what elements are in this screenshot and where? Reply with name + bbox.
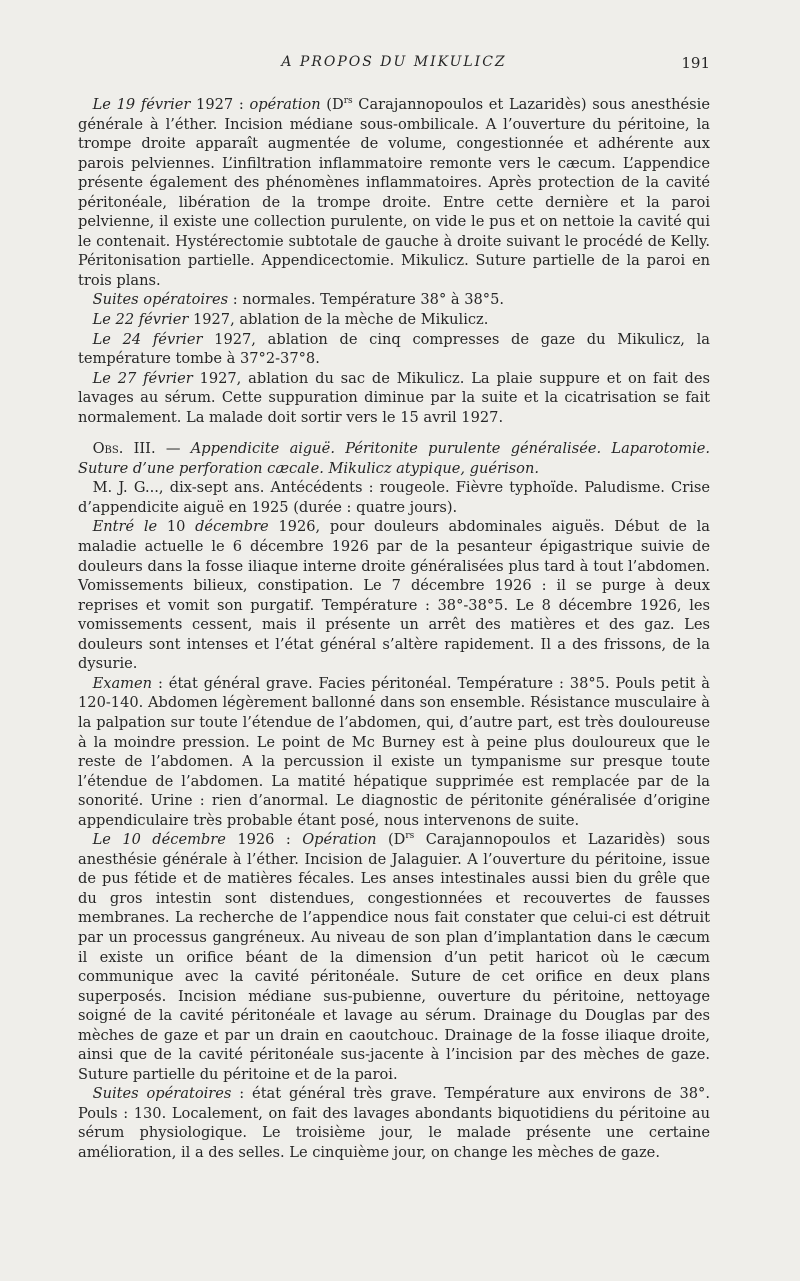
paragraph-suites-operatoires-1 [78,290,710,310]
lead-label: Le 27 février [92,369,193,387]
paragraph-text: 1926, pour douleurs abdominales aiguës. Début de la maladie actuelle le 6 décembre 1926 par de la pesanteur épigastrique suivie de douleurs dans la fosse iliaque interne droite généralisées plus tard à tout l’abdomen. Vomissements bilieux, constipation. Le 7 décembre 1926 : il se purge à deux reprises et vomit son purgatif. Température : 38°-38°5. Le 8 décembre 1926, les vomissements cessent, mais il présente un arrêt des matières et des gaz. Les douleurs sont intenses et l’état général s’altère rapidement. Il a des frissons, de la dysurie. [78,518,710,673]
paragraph-suites-operatoires-2 [78,1084,710,1162]
lead-label: Examen [92,674,153,692]
observation-heading [78,439,710,478]
paragraph-text: 1927, ablation de la mèche de Mikulicz. [188,311,489,329]
paragraph-operation-10-decembre [78,830,710,1084]
paragraph-text: : état général très grave. Température aux environs de 38°. Pouls : 130. Localement, on fait des lavages abondants biquotidiens du péritoine au sérum physiologique. Le troisième jour, le malade présente une certaine amélioration, il a des selles. Le cinquième jour, on change les mèches de gaze. [78,1085,710,1161]
date-label: Le 19 février [92,96,191,113]
month-label: décembre [195,518,269,536]
paragraph-operation-19-fevrier [78,95,710,290]
day-number: 10 [157,518,196,536]
doctors-superscript: rs [343,96,353,107]
year-text: 1927 : [190,96,250,113]
section-gap [78,427,710,439]
paragraph-text: : état général grave. Facies péritonéal. Température : 38°5. Pouls petit à 120-140. Abdomen légèrement ballonné dans son ensemble. Résistance musculaire à la palpation sur toute l’étendue de l’abdomen, qui, d’autre part, est très douloureuse à la moindre pression. Le point de Mc Burney est à peine plus douloureux que le reste de l’abdomen. A la percussion il existe un tympanisme sur presque toute l’étendue de l’abdomen. La matité hépatique supprimée est remplacée par de la sonorité. Urine : rien d’anormal. Le diagnostic de péritonite généralisée d’origine appendiculaire très probable étant posé, nous intervenons de suite. [78,674,710,829]
paragraph-text: M. J. G..., dix-sept ans. Antécédents : rougeole. Fièvre typhoïde. Paludisme. Crise d’appendicite aiguë en 1925 (durée : quatre jours). [78,479,710,516]
date-label: Le 10 décembre [92,831,226,849]
page-header [78,54,710,76]
paragraph-entree [78,517,710,673]
lead-label: Suites opératoires [92,1085,232,1103]
paragraph-text: : normales. Température 38° à 38°5. [228,291,505,309]
observation-label: Obs. III. [92,440,156,458]
paragraph-text: 1927, ablation du sac de Mikulicz. La plaie suppure et on fait des lavages au sérum. Cette suppuration diminue par la suite et la cicatrisation se fait normalement. La malade doit sortir vers le 15 avril 1927. [78,369,710,426]
operation-label: opération [249,96,321,113]
operation-label: Opération [302,831,377,849]
paragraph-27-fevrier [78,369,710,428]
observation-title: Appendicite aiguë. Péritonite purulente généralisée. Laparotomie. Suture d’une perforation cæcale. Mikulicz atypique, guérison. [78,440,711,477]
paragraph-text: Carajannopoulos et Lazaridès) sous anesthésie générale à l’éther. Incision de Jalaguier. A l’ouverture du péritoine, issue de pus fétide et de matières fécales. Les anses intestinales aussi bien du grêle que du gros intestin sont distendues, congestionnées et recouvertes de fausses membranes. La recherche de l’appendice nous fait constater que celui-ci est détruit par un processus gangréneux. Au niveau de son plan d’implantation dans le cæcum il existe un orifice béant de la dimension d’un petit haricot où le cæcum communique avec la cavité péritonéale. Suture de cet orifice en deux plans superposés. Incision médiane sus-pubienne, ouverture du péritoine, nettoyage soigné de la cavité péritonéale et lavage au sérum. Drainage du Douglas par des mèches de gaze et par un drain en caoutchouc. Drainage de la fosse iliaque droite, ainsi que de la cavité péritonéale sus-jacente à l’incision par des mèches de gaze. Suture partielle du péritoine et de la paroi. [78,831,710,1083]
doctors-prefix: (D [376,831,406,849]
paragraph-text: Carajannopoulos et Lazaridès) sous anesthésie générale à l’éther. Incision médiane sous-ombilicale. A l’ouverture du péritoine, la trompe droite apparaît augmentée de volume, congestionnée et adhérente aux parois pelviennes. L’infiltration inflammatoire remonte vers le cæcum. L’appendice présente également des phénomènes inflammatoires. Après protection de la cavité péritonéale, libération de la trompe droite. Entre cette dernière et la paroi pelvienne, il existe une collection purulente, on vide le pus et on nettoie la cavité qui le contenait. Hystérectomie subtotale de gauche à droite suivant le procédé de Kelly. Péritonisation partielle. Appendicectomie. Mikulicz. Suture partielle de la paroi en trois plans. [78,96,710,289]
paragraph-text: 1927, ablation de cinq compresses de gaze du Mikulicz, la température tombe à 37°2-37°8. [78,330,711,368]
page-body [78,95,710,1163]
observation-dash: — [155,440,191,458]
page-number: 191 [681,54,710,72]
paragraph-examen [78,674,710,830]
lead-label: Le 22 février [92,311,189,329]
lead-label: Le 24 février [92,330,203,348]
running-title: A PROPOS DU MIKULICZ [281,54,507,70]
doctors-superscript: rs [405,831,415,842]
doctors-prefix: (D [320,96,344,113]
year-text: 1926 : [225,831,303,849]
lead-label: Entré le [92,518,158,536]
paragraph-patient-history [78,478,710,517]
paragraph-22-fevrier [78,310,710,330]
paragraph-24-fevrier [78,330,710,369]
lead-label: Suites opératoires [92,291,229,309]
